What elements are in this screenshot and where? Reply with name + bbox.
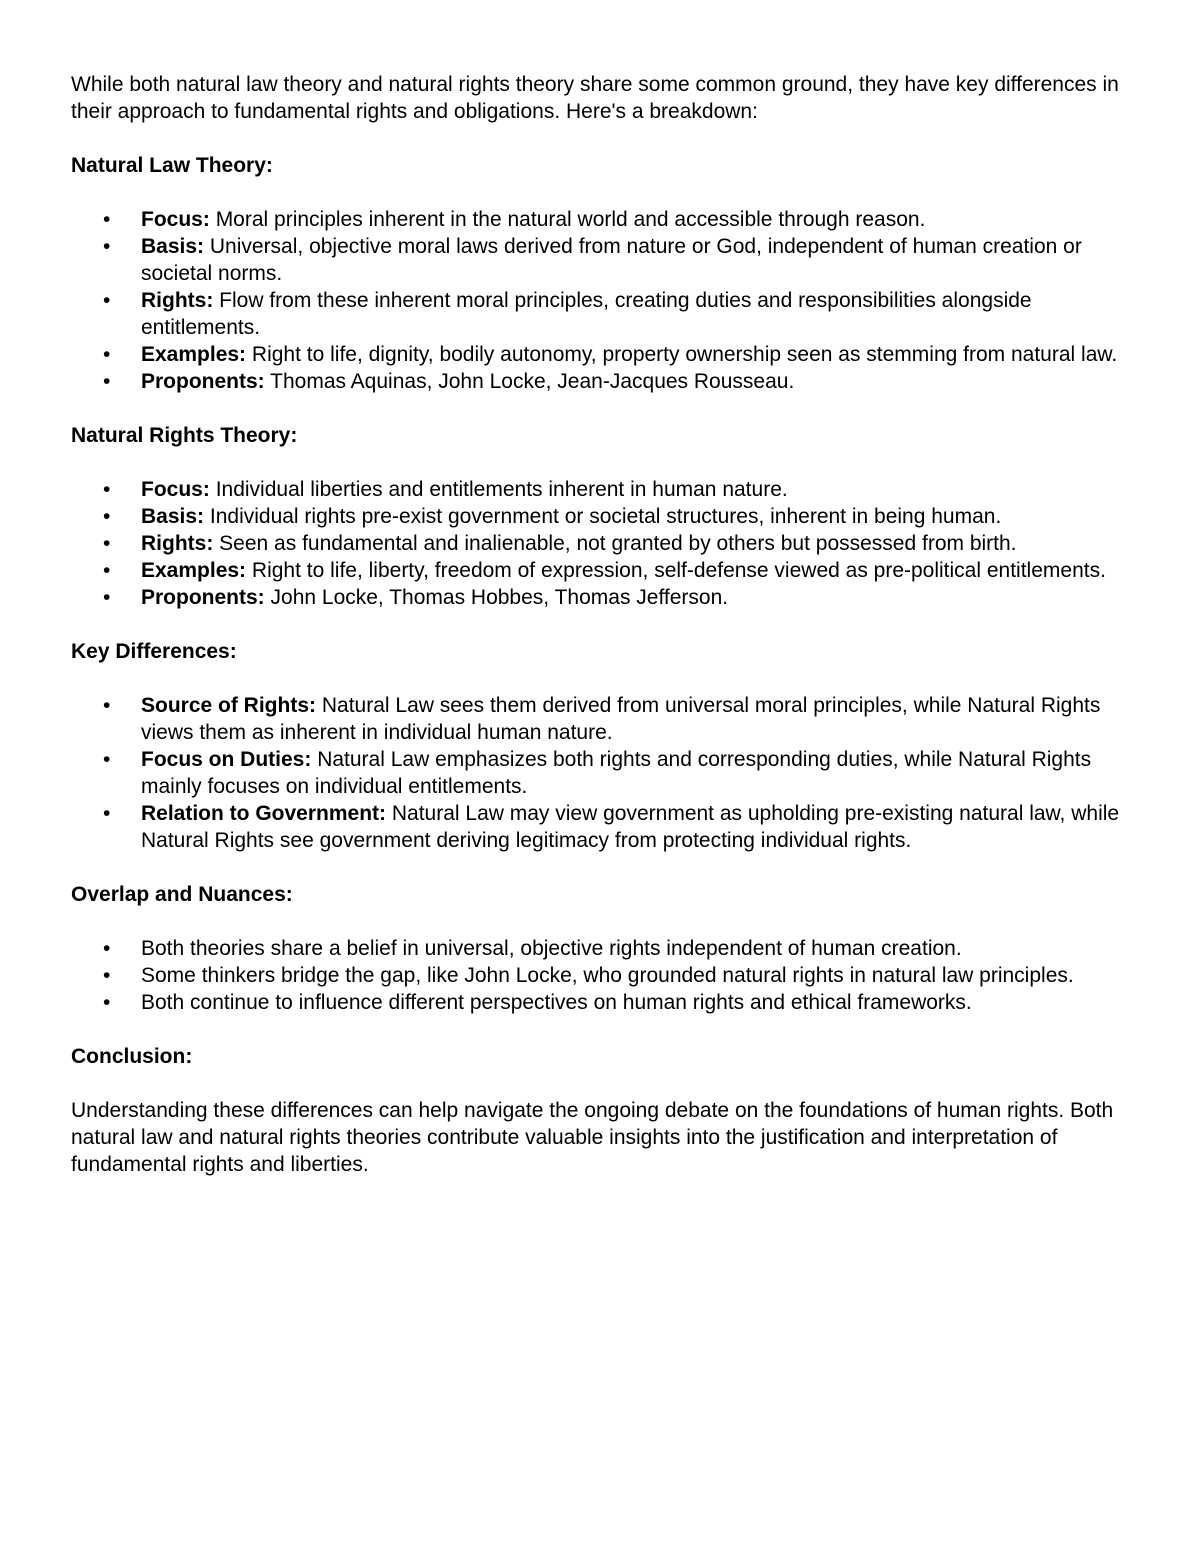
intro-paragraph: While both natural law theory and natural rights theory share some common ground, they have key differences in their approach to fundamental rights and obligations. Here's a breakdown: [71,73,1119,123]
list-item [71,287,1131,341]
item-label: Basis: [141,505,205,528]
item-text: Individual rights pre-exist government or societal structures, inherent in being human. [209,505,1002,528]
item-text: Right to life, liberty, freedom of expression, self-defense viewed as pre-political entitlements. [251,559,1106,582]
natural-law-list [71,206,1131,395]
item-label: Basis: [141,235,205,258]
item-label: Focus on Duties: [141,748,312,771]
bullet-icon: • [103,370,111,393]
list-item [71,989,1131,1016]
item-label: Examples: [141,343,247,366]
section-heading-key-differences: Key Differences: [71,640,237,663]
bullet-icon: • [103,748,111,771]
list-item [71,503,1131,530]
conclusion-paragraph: Understanding these differences can help navigate the ongoing debate on the foundations of human rights. Both natural law and natural rights theories contribute valuable insights into the justification and interpretation of fundamental rights and liberties. [71,1099,1114,1176]
list-item [71,530,1131,557]
bullet-icon: • [103,937,111,960]
key-differences-list [71,692,1131,854]
item-text: Natural Law may view government as upholding pre-existing natural law, while Natural Rights see government deriving legitimacy from protecting individual rights. [141,802,1120,852]
item-label: Focus: [141,208,210,231]
list-item [71,584,1131,611]
bullet-icon: • [103,235,111,258]
item-text: Both continue to influence different perspectives on human rights and ethical frameworks. [141,991,972,1014]
list-item [71,341,1131,368]
list-item [71,557,1131,584]
list-item [71,746,1131,800]
bullet-icon: • [103,478,111,501]
item-text: Both theories share a belief in universal, objective rights independent of human creation. [141,937,962,960]
item-label: Rights: [141,532,214,555]
item-label: Source of Rights: [141,694,317,717]
list-item [71,692,1131,746]
list-item [71,233,1131,287]
item-text: Thomas Aquinas, John Locke, Jean-Jacques Rousseau. [270,370,795,393]
item-text: Individual liberties and entitlements inherent in human nature. [215,478,788,501]
item-text: Right to life, dignity, bodily autonomy, property ownership seen as stemming from natural law. [251,343,1118,366]
list-item [71,962,1131,989]
item-label: Rights: [141,289,214,312]
natural-rights-list [71,476,1131,611]
item-text: John Locke, Thomas Hobbes, Thomas Jefferson. [270,586,729,609]
bullet-icon: • [103,694,111,717]
item-text: Natural Law emphasizes both rights and corresponding duties, while Natural Rights mainly focuses on individual entitlements. [141,748,1092,798]
section-heading-natural-law: Natural Law Theory: [71,154,273,177]
bullet-icon: • [103,559,111,582]
bullet-icon: • [103,964,111,987]
item-text: Some thinkers bridge the gap, like John Locke, who grounded natural rights in natural law principles. [141,964,1074,987]
item-text: Moral principles inherent in the natural world and accessible through reason. [215,208,926,231]
list-item [71,368,1131,395]
bullet-icon: • [103,532,111,555]
bullet-icon: • [103,802,111,825]
item-label: Relation to Government: [141,802,387,825]
list-item [71,206,1131,233]
item-text: Universal, objective moral laws derived from nature or God, independent of human creation or societal norms. [141,235,1082,285]
bullet-icon: • [103,505,111,528]
section-heading-conclusion: Conclusion: [71,1045,193,1068]
bullet-icon: • [103,343,111,366]
section-heading-overlap: Overlap and Nuances: [71,883,293,906]
item-label: Proponents: [141,370,265,393]
item-label: Focus: [141,478,210,501]
section-heading-natural-rights: Natural Rights Theory: [71,424,298,447]
item-label: Examples: [141,559,247,582]
bullet-icon: • [103,991,111,1014]
item-text: Flow from these inherent moral principles, creating duties and responsibilities alongside entitlements. [141,289,1032,339]
item-label: Proponents: [141,586,265,609]
list-item [71,935,1131,962]
overlap-list [71,935,1131,1016]
bullet-icon: • [103,208,111,231]
list-item [71,800,1131,854]
list-item [71,476,1131,503]
item-text: Seen as fundamental and inalienable, not granted by others but possessed from birth. [219,532,1017,555]
document-body [71,71,1131,1178]
item-text: Natural Law sees them derived from universal moral principles, while Natural Rights views them as inherent in individual human nature. [141,694,1101,744]
bullet-icon: • [103,586,111,609]
bullet-icon: • [103,289,111,312]
